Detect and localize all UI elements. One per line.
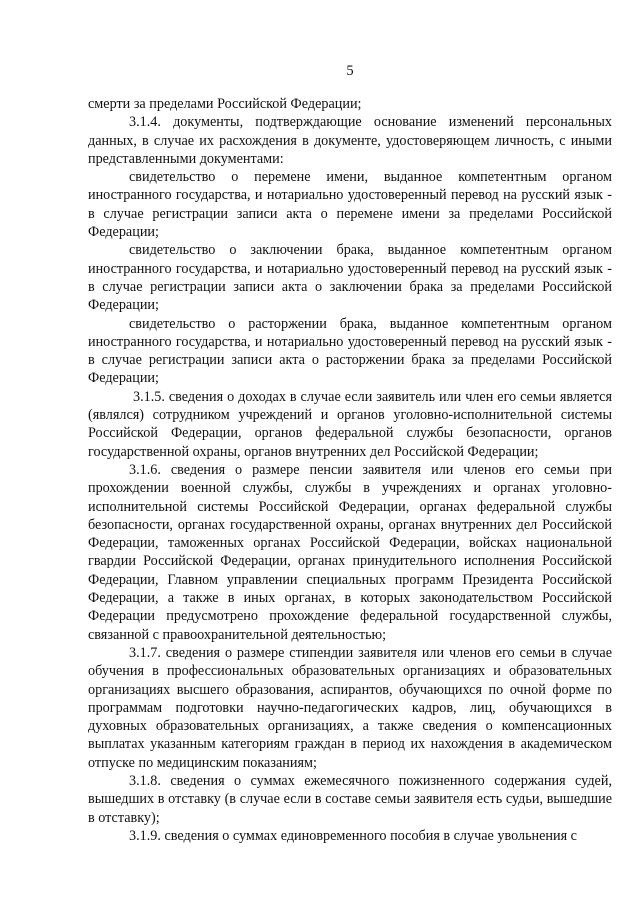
paragraph-name-change-certificate: свидетельство о перемене имени, выданное компетентным органом иностранного государства, и нотариально удостоверенный перевод на русский язык - в случае регистрации записи акта о перемене имени за пределами Российской Федерации; [88,169,612,241]
document-body [88,95,612,845]
paragraph-3-1-9: 3.1.9. сведения о суммах единовременного пособия в случае увольнения с [129,827,577,844]
paragraph-marriage-certificate: свидетельство о заключении брака, выданное компетентным органом иностранного государства, и нотариально удостоверенный перевод на русский язык - в случае регистрации записи акта о заключении брака за пределами Российской Федерации; [88,242,612,314]
paragraph-divorce-certificate: свидетельство о расторжении брака, выданное компетентным органом иностранного государства, и нотариально удостоверенный перевод на русский язык - в случае регистрации записи акта о расторжении брака за пределами Российской Федерации; [88,315,612,387]
paragraph-continuation: смерти за пределами Российской Федерации; [88,96,362,112]
paragraph-3-1-6: 3.1.6. сведения о размере пенсии заявителя или членов его семьи при прохождении военной службы, службы в учреждениях и органах уголовно-исполнительной системы Российской Федерации, органах федеральной службы безопасности, органах государственной охраны, органах внутренних дел Российской Федерации, таможенных органах Российской Федерации, войсках национальной гвардии Российской Федерации, органах принудительного исполнения Российской Федерации, Главном управлении специальных программ Президента Российской Федерации, а также в иных органах, в которых законодательством Российской Федерации предусмотрено прохождение федеральной государственной службы, связанной с правоохранительной деятельностью; [88,461,612,643]
paragraph-3-1-8: 3.1.8. сведения о суммах ежемесячного пожизненного содержания судей, вышедших в отставку (в случае если в составе семьи заявителя есть судьи, вышедшие в отставку); [88,772,612,826]
page-number: 5 [346,63,354,79]
paragraph-3-1-5: 3.1.5. сведения о доходах в случае если заявитель или член его семьи является (являлся) сотрудником учреждений и органов уголовно-исполнительной системы Российской Федерации, органов федеральной службы безопасности, органов государственной охраны, органов внутренних дел Российской Федерации; [88,388,612,460]
paragraph-3-1-4: 3.1.4. документы, подтверждающие основание изменений персональных данных, в случае их расхождения в документе, удостоверяющем личность, с иными представленными документами: [88,114,612,167]
paragraph-3-1-7: 3.1.7. сведения о размере стипендии заявителя или членов его семьи в случае обучения в профессиональных образовательных организациях и образовательных организациях высшего образования, аспирантов, обучающихся по очной форме по программам подготовки научно-педагогических кадров, лиц, обучающихся в духовных образовательных организациях, а также сведения о компенсационных выплатах указанным категориям граждан в период их нахождения в академическом отпуске по медицинским показаниям; [88,644,612,771]
